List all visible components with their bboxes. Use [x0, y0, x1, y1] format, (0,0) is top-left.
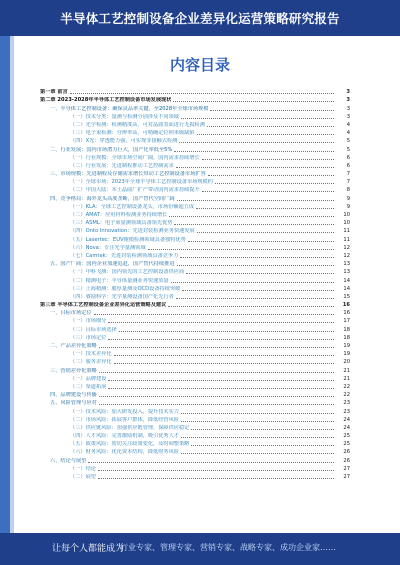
toc-entry[interactable]	[40, 162, 350, 170]
toc-entry-title: 二、产品差异化策略	[50, 343, 97, 349]
toc-leader-dots	[114, 363, 334, 364]
toc-entry-title: 第三章 半导体工艺控制设备企业差异化运营策略及建议	[40, 302, 167, 309]
toc-entry[interactable]	[40, 268, 350, 276]
toc-entry-title: 一、半导体工艺控制设备：确保良品率关键，至2028年全球市场规模	[50, 105, 209, 112]
toc-leader-dots	[174, 224, 334, 225]
toc-leader-dots	[191, 429, 334, 430]
toc-entry-title: （一）市场细分	[70, 318, 107, 325]
toc-leader-dots	[114, 355, 334, 356]
report-title: 半导体工艺控制设备企业差异化运营策略研究报告	[60, 11, 340, 26]
toc-entry[interactable]	[40, 252, 350, 260]
toc-entry[interactable]	[40, 235, 350, 243]
toc-entry-page: 24	[343, 416, 350, 423]
toc-entry-title: （六）Nova：专注光学量测领域	[70, 244, 146, 251]
toc-entry-page: 13	[343, 269, 350, 276]
toc-leader-dots	[176, 167, 334, 168]
toc-entry[interactable]	[40, 424, 350, 432]
toc-entry-page: 10	[343, 212, 350, 218]
toc-entry-title: （七）Camtek：先进封装检测领域具备竞争力	[70, 252, 179, 259]
toc-leader-dots	[208, 175, 334, 176]
left-accent-strip-light	[10, 36, 14, 565]
toc-entry-page: 8	[346, 187, 350, 194]
toc-entry[interactable]	[40, 194, 350, 202]
toc-entry-page: 13	[343, 261, 350, 268]
toc-entry-page: 25	[343, 441, 350, 448]
toc-entry-title: （二）市场风险：拓展客户群体，降低经营风险	[70, 416, 179, 423]
toc-leader-dots	[173, 101, 334, 102]
toc-entry[interactable]	[40, 448, 350, 456]
toc-entry[interactable]	[40, 203, 350, 211]
toc-entry-title: （一）KLA：全球工艺控制设备龙头，市场份额超五成	[70, 203, 195, 210]
toc-entry-page: 27	[343, 465, 350, 472]
toc-entry-title: （二）行业发展：先进制程推动工艺控制需求	[70, 162, 174, 169]
toc-leader-dots	[70, 93, 334, 94]
toc-entry-title: 六、结论与展望	[50, 457, 87, 464]
toc-leader-dots	[169, 216, 334, 217]
toc-entry-title: （五）Lasertec：EUV掩模检测领域具备独特优势	[70, 236, 186, 243]
toc-entry-title: （二）目标市场选择	[70, 326, 117, 333]
toc-entry-title: （一）全球市场：2023年全球半导体工艺控制设备市场规模约	[70, 179, 213, 186]
toc-entry-page: 27	[343, 474, 350, 480]
toc-leader-dots	[181, 453, 334, 454]
toc-entry-page: 22	[343, 383, 350, 390]
toc-entry[interactable]	[40, 186, 350, 194]
toc-entry[interactable]	[40, 154, 350, 162]
left-accent-strip	[0, 36, 10, 565]
toc-entry-page: 16	[343, 310, 350, 317]
toc-entry-page: 4	[346, 130, 350, 137]
toc-entry-page: 25	[343, 433, 350, 440]
toc-entry[interactable]	[40, 399, 350, 407]
toc-entry-title: （四）人才风险：完善激励机制，吸引优秀人才	[70, 433, 179, 440]
toc-entry-page: 5	[346, 146, 350, 153]
toc-leader-dots	[98, 478, 334, 479]
toc-entry-page: 16	[342, 302, 350, 309]
toc-entry-title: （一）技术分类：量测与检测分别涉及不同领域	[70, 113, 179, 120]
toc-entry[interactable]	[40, 358, 350, 366]
toc-entry-page: 5	[346, 138, 350, 145]
toc-entry-title: （四）睿励科学：光学量测设备国产化先行者	[70, 293, 174, 300]
toc-entry-page: 6	[346, 154, 350, 161]
toc-entry[interactable]	[40, 407, 350, 415]
toc-entry-title: （一）行业规模：全球市场空间广阔，国内需求持续增长	[70, 154, 200, 161]
toc-leader-dots	[98, 470, 334, 471]
toc-leader-dots	[180, 257, 334, 258]
toc-leader-dots	[179, 142, 334, 143]
toc-entry-title: （三）电子束检测：分辨率高，可精确定位纳米级缺陷	[70, 130, 195, 137]
toc-entry-page: 6	[346, 162, 350, 169]
toc-leader-dots	[181, 437, 334, 438]
toc-leader-dots	[177, 200, 334, 201]
toc-entry[interactable]	[40, 301, 350, 309]
toc-entry[interactable]	[40, 342, 350, 350]
toc-entry-page: 11	[343, 236, 350, 243]
footer-slogan: 让每个人都能成为	[52, 544, 125, 554]
toc-entry-page: 18	[343, 334, 350, 341]
toc-entry[interactable]	[40, 383, 350, 391]
toc-entry-page: 9	[346, 195, 350, 202]
toc-leader-dots	[171, 282, 334, 283]
toc-entry-page: 22	[343, 392, 350, 399]
toc-leader-dots	[108, 339, 334, 340]
toc-entry-title: （三）市场定位	[70, 334, 107, 341]
toc-entry-page: 20	[343, 359, 350, 366]
toc-leader-dots	[191, 445, 334, 446]
toc-entry[interactable]	[40, 170, 350, 178]
toc-leader-dots	[177, 265, 334, 266]
toc-leader-dots	[119, 331, 334, 332]
toc-entry[interactable]	[40, 325, 350, 333]
toc-entry-title: 四、竞争格局：海外龙头高度垄断，国产替代空间广阔	[50, 195, 175, 202]
toc-leader-dots	[181, 421, 334, 422]
toc-leader-dots	[181, 118, 334, 119]
toc-entry-page: 26	[343, 449, 350, 456]
toc-entry-title: （一）技术风险：加大研发投入，提升技术实力	[70, 408, 179, 415]
toc-entry-page: 9	[346, 203, 350, 210]
toc-leader-dots	[196, 208, 334, 209]
toc-entry-title: （一）中科飞测：国内领先的工艺控制设备供应商	[70, 269, 185, 276]
toc-entry[interactable]	[40, 113, 350, 121]
toc-entry-page: 14	[343, 277, 350, 284]
toc-entry-title: （二）AMAT：应用材料检测业务持续增长	[70, 212, 168, 218]
toc-entry[interactable]	[40, 178, 350, 186]
toc-entry-page: 21	[343, 367, 350, 374]
toc-entry[interactable]	[40, 317, 350, 325]
toc-entry[interactable]	[40, 391, 350, 399]
toc-entry[interactable]	[40, 260, 350, 268]
toc-entry-page: 3	[346, 97, 350, 104]
toc-entry-title: （一）技术差异化	[70, 351, 112, 358]
toc-entry-title: （四）X光：穿透能力强，可实现非接触式检测	[70, 138, 178, 145]
toc-entry-title: （二）光学检测：检测精度高，可对晶圆表面进行无损检测	[70, 121, 205, 128]
toc-entry-page: 11	[343, 228, 350, 235]
toc-entry-page: 4	[346, 121, 350, 128]
toc-entry[interactable]	[40, 456, 350, 464]
toc-entry-page: 15	[343, 293, 350, 300]
toc-entry-page: 23	[343, 408, 350, 415]
toc-entry[interactable]	[40, 276, 350, 284]
toc-entry[interactable]	[40, 145, 350, 153]
toc-leader-dots	[202, 191, 334, 192]
toc-leader-dots	[176, 298, 334, 299]
toc-entry-page: 19	[343, 343, 350, 349]
footer-bar	[0, 533, 400, 565]
toc-entry-title: 四、品牌建设与传播	[50, 392, 97, 399]
toc-entry[interactable]	[40, 285, 350, 293]
toc-entry[interactable]	[40, 88, 350, 96]
toc-leader-dots	[182, 290, 334, 291]
toc-entry-page: 7	[346, 171, 350, 178]
toc-entry-page: 21	[343, 375, 350, 382]
toc-entry[interactable]	[40, 440, 350, 448]
toc-leader-dots	[202, 159, 334, 160]
toc-entry[interactable]	[40, 211, 350, 219]
toc-entry-title: 一、目标市场定位	[50, 310, 92, 317]
toc-entry[interactable]	[40, 219, 350, 227]
toc-leader-dots	[207, 126, 334, 127]
toc-leader-dots	[99, 372, 334, 373]
table-of-contents	[40, 88, 350, 481]
toc-entry-page: 23	[343, 400, 350, 407]
toc-entry-title: 二、行业发展：国内市场潜力巨大，国产化率低至5%	[50, 146, 173, 153]
toc-leader-dots	[148, 249, 334, 250]
toc-entry-title: （二）中国大陆：本土晶圆厂扩产带动国内需求持续提升	[70, 187, 200, 194]
toc-leader-dots	[108, 388, 334, 389]
toc-leader-dots	[108, 322, 334, 323]
toc-leader-dots	[215, 183, 334, 184]
toc-entry-title: （一）品牌建设	[70, 375, 107, 382]
toc-entry-page: 17	[343, 318, 350, 325]
toc-leader-dots	[186, 273, 334, 274]
toc-entry[interactable]	[40, 465, 350, 473]
toc-entry[interactable]	[40, 137, 350, 145]
toc-entry[interactable]	[40, 350, 350, 358]
toc-entry-title: 五、风险管理与应对	[50, 400, 97, 407]
toc-entry[interactable]	[40, 293, 350, 301]
toc-entry-page: 12	[343, 244, 350, 251]
toc-entry[interactable]	[40, 129, 350, 137]
toc-entry-title: （六）财务风险：优化资本结构，降低财务风险	[70, 449, 179, 456]
toc-entry-title: 第一章 前言	[40, 89, 68, 96]
toc-entry-page: 14	[343, 285, 350, 292]
toc-entry-title: （一）结论	[70, 465, 96, 472]
toc-leader-dots	[197, 232, 334, 233]
toc-entry-title: （三）ASML：电子束量测领域具备领先优势	[70, 220, 173, 227]
toc-entry-title: （三）上海精测：膜厚量测及OCD设备持续突破	[70, 285, 181, 292]
toc-leader-dots	[181, 413, 334, 414]
toc-entry-title: （四）Onto Innovation：先进封装检测业务快速发展	[70, 228, 195, 235]
toc-entry[interactable]	[40, 416, 350, 424]
toc-entry-page: 18	[343, 326, 350, 333]
toc-leader-dots	[94, 314, 334, 315]
toc-entry-title: 三、营销差异化策略	[50, 367, 97, 374]
toc-leader-dots	[99, 396, 334, 397]
toc-entry-title: （二）精测电子：半导体量测业务快速放量	[70, 277, 169, 284]
toc-entry-title: （二）渠道拓展	[70, 383, 107, 390]
toc-entry[interactable]	[40, 104, 350, 112]
toc-leader-dots	[188, 241, 334, 242]
toc-entry-page: 12	[343, 252, 350, 259]
toc-entry-title: （三）供应链风险：加强供应链管理，保障供应稳定	[70, 424, 190, 431]
toc-leader-dots	[197, 134, 334, 135]
toc-entry-title: 三、市场规模：先进制程及存储需求增长带动工艺控制设备市场扩容	[50, 171, 206, 178]
header-bar	[0, 0, 400, 36]
toc-entry-page: 10	[343, 220, 350, 227]
toc-entry[interactable]	[40, 121, 350, 129]
toc-entry-page: 3	[346, 105, 350, 112]
toc-entry-page: 7	[346, 179, 350, 186]
toc-leader-dots	[88, 462, 334, 463]
toc-entry-title: （五）政策风险：密切关注政策变化，及时调整策略	[70, 441, 190, 448]
toc-leader-dots	[210, 110, 334, 111]
toc-entry[interactable]	[40, 432, 350, 440]
toc-entry[interactable]	[40, 227, 350, 235]
toc-entry[interactable]	[40, 244, 350, 252]
toc-entry[interactable]	[40, 334, 350, 342]
toc-leader-dots	[174, 151, 334, 152]
toc-entry-page: 19	[343, 351, 350, 358]
toc-entry[interactable]	[40, 473, 350, 481]
toc-entry-title: （二）展望	[70, 474, 96, 480]
toc-leader-dots	[168, 306, 334, 307]
toc-leader-dots	[99, 404, 334, 405]
footer-tagline: 行业专家、管理专家、营销专家、战略专家、成功企业家……	[120, 543, 336, 552]
toc-entry-page: 3	[346, 89, 350, 96]
toc-leader-dots	[99, 347, 334, 348]
toc-entry-page: 24	[343, 424, 350, 431]
toc-entry-page: 26	[343, 457, 350, 464]
toc-entry[interactable]	[40, 309, 350, 317]
toc-leader-dots	[108, 380, 334, 381]
toc-entry-title: 五、国产厂商：国内企业加速追赶，国产替代持续推进	[50, 261, 175, 268]
toc-entry-page: 3	[346, 113, 350, 120]
toc-entry[interactable]	[40, 375, 350, 383]
toc-entry-title: （二）服务差异化	[70, 359, 112, 366]
toc-entry[interactable]	[40, 366, 350, 374]
toc-entry[interactable]	[40, 96, 350, 104]
toc-heading: 内容目录	[169, 56, 230, 74]
toc-entry-title: 第二章 2023-2028年半导体工艺控制设备市场发展现状	[40, 97, 172, 104]
